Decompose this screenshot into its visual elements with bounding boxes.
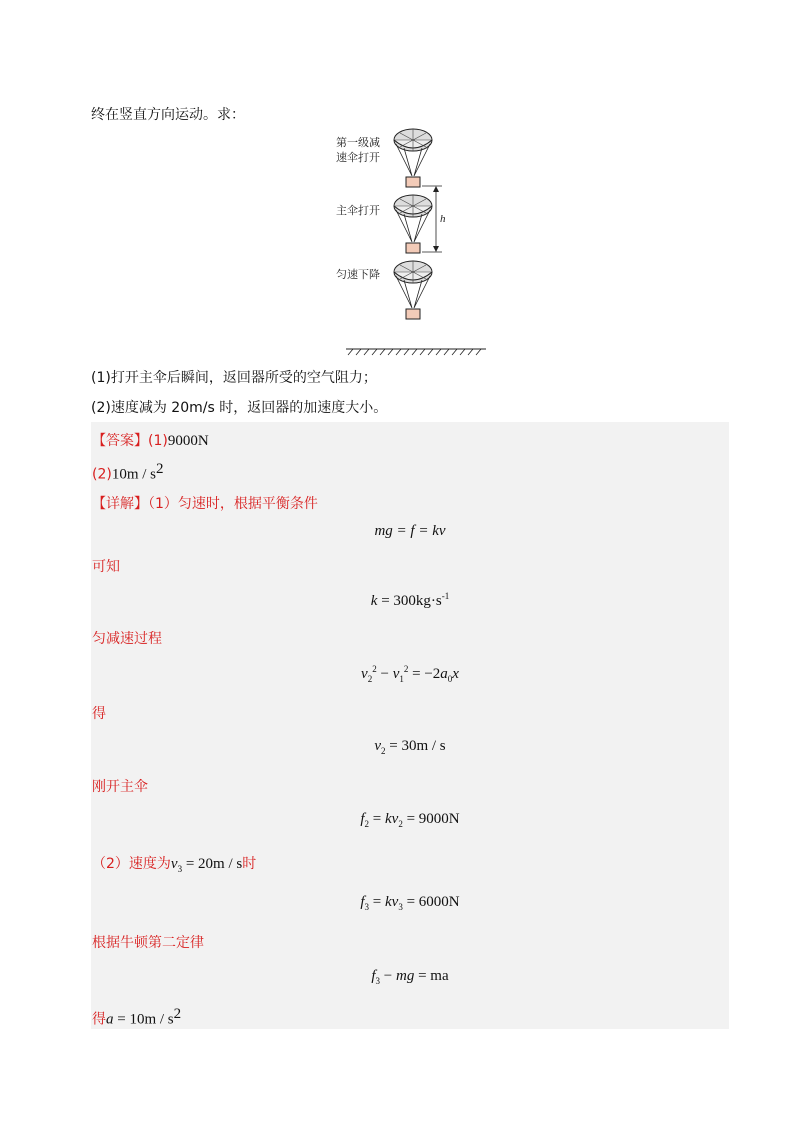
parachute-1 <box>394 129 432 187</box>
equation-4: $v_2 = 30m / s$ <box>374 738 446 756</box>
parachute-figure <box>330 126 500 358</box>
capsule-2 <box>406 243 420 253</box>
answer-2-exponent: 2 <box>156 461 164 477</box>
label-h: h <box>440 213 446 225</box>
text-deceleration: 匀减速过程 <box>92 631 162 647</box>
text-open-main: 刚开主伞 <box>92 779 148 795</box>
text-can-know: 可知 <box>92 559 120 575</box>
answer-1-prefix: (1) <box>148 433 168 449</box>
capsule-3 <box>406 309 420 319</box>
equation-2: $k = 300kg\cdot s^{-1}$ <box>370 591 450 609</box>
answer-2-value: 10m / s <box>111 466 157 483</box>
detail-intro: （1）匀速时，根据平衡条件 <box>148 496 318 512</box>
label-first-stage-2: 速伞打开 <box>336 151 380 164</box>
part-2-value: = 20m / s <box>182 856 243 872</box>
ground <box>346 349 486 355</box>
part-2-line: （2）速度为$v_3 = 20m / s$时 <box>92 856 257 874</box>
question-2: (2)速度减为 20m/s 时，返回器的加速度大小。 <box>91 400 388 416</box>
parachute-diagram <box>330 126 500 358</box>
answer-line-2 <box>92 461 164 484</box>
parachute-2 <box>394 195 432 253</box>
equation-7: $f_3$ − mg = ma <box>371 968 449 986</box>
final-prefix: 得 <box>92 1011 106 1028</box>
question-1: (1)打开主伞后瞬间，返回器所受的空气阻力； <box>91 370 377 386</box>
answer-tag: 【答案】 <box>92 433 148 449</box>
detail-tag: 【详解】 <box>92 496 148 512</box>
answer-1-value: 9000N <box>167 433 209 449</box>
part-2-suffix: 时 <box>242 856 257 872</box>
answer-2-prefix: (2) <box>92 466 112 483</box>
label-first-stage-1: 第一级减 <box>336 136 380 149</box>
final-line: 得$a = 10m / s^2$ <box>92 1006 182 1028</box>
detail-line <box>92 493 318 513</box>
equation-3: $v_2^2 - v_1^2 = -2a_0x$ <box>361 664 459 684</box>
label-main-open: 主伞打开 <box>336 204 380 217</box>
equation-5: $f_2 = kv_2 = 9000N$ <box>360 811 460 829</box>
text-newton-law: 根据牛顿第二定律 <box>92 935 204 951</box>
equation-1: mg = f = kv <box>374 523 446 539</box>
parachute-3 <box>394 261 432 319</box>
final-value: = 10m / s <box>113 1011 174 1028</box>
text-obtain-1: 得 <box>92 706 106 722</box>
part-2-prefix: （2）速度为 <box>92 856 171 872</box>
final-exponent: 2 <box>173 1006 182 1022</box>
intro-line: 终在竖直方向运动。求： <box>91 107 245 123</box>
equation-6: $f_3 = kv_3 = 6000N$ <box>360 894 460 912</box>
capsule-1 <box>406 177 420 187</box>
answer-line-1 <box>92 430 209 450</box>
label-uniform-descent: 匀速下降 <box>336 268 380 281</box>
